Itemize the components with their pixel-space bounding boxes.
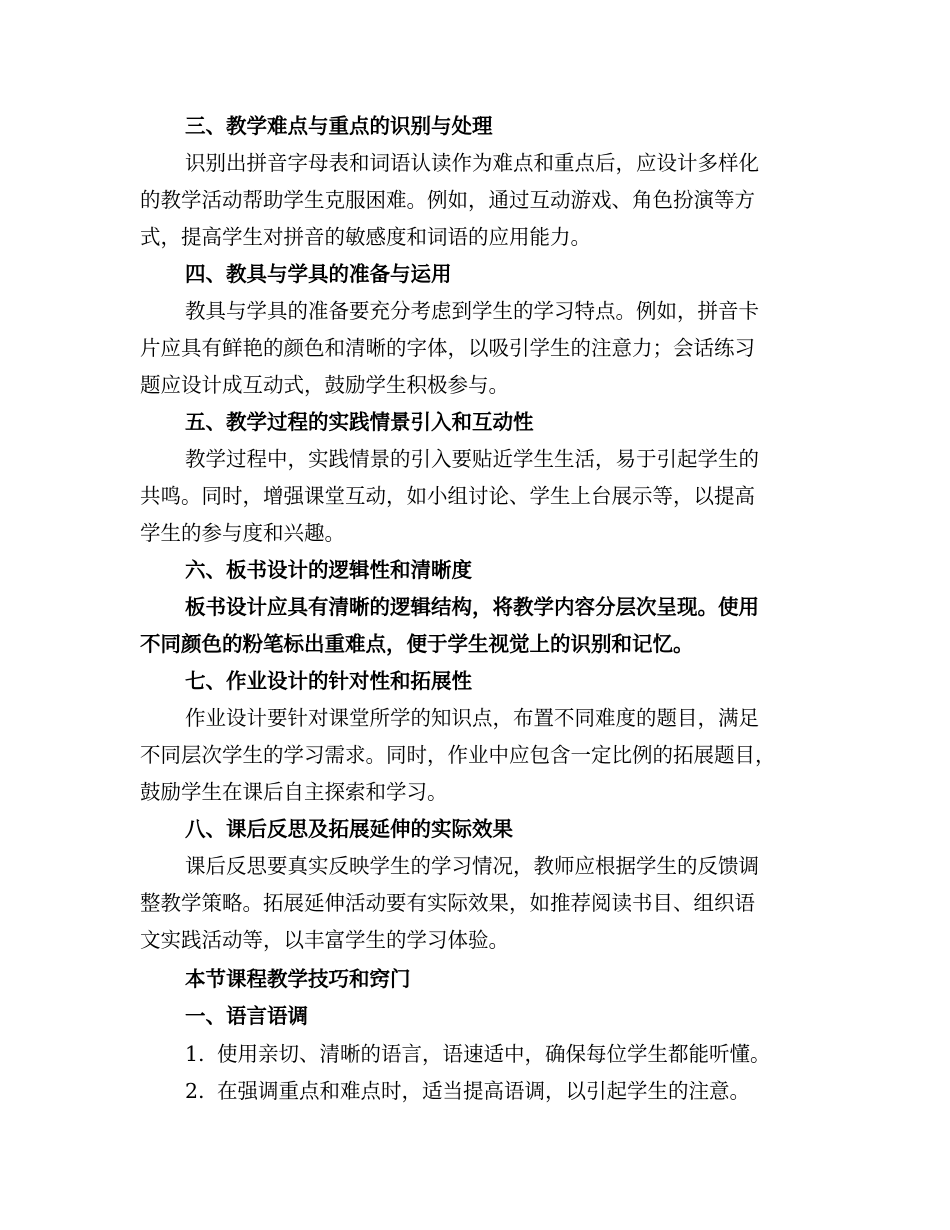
section-heading: 三、教学难点与重点的识别与处理	[185, 114, 493, 138]
paragraph-line: 片应具有鲜艳的颜色和清晰的字体，以吸引学生的注意力；会话练习	[140, 336, 755, 360]
paragraph-line: 题应设计成互动式，鼓励学生积极参与。	[140, 373, 509, 397]
section-heading: 八、课后反思及拓展延伸的实际效果	[185, 817, 513, 841]
paragraph-line: 学生的参与度和兴趣。	[140, 521, 345, 545]
list-number: 2.	[185, 1079, 205, 1103]
paragraph-line: 共鸣。同时，增强课堂互动，如小组讨论、学生上台展示等，以提高	[140, 484, 755, 508]
paragraph-line: 整教学策略。拓展延伸活动要有实际效果，如推荐阅读书目、组织语	[140, 891, 755, 915]
paragraph-line: 文实践活动等，以丰富学生的学习体验。	[140, 928, 509, 952]
paragraph-line: 鼓励学生在课后自主探索和学习。	[140, 780, 448, 804]
part-title: 本节课程教学技巧和窍门	[185, 967, 411, 991]
paragraph-line: 作业设计要针对课堂所学的知识点，布置不同难度的题目，满足	[185, 706, 759, 730]
list-text: 在强调重点和难点时，适当提高语调，以引起学生的注意。	[217, 1079, 750, 1103]
paragraph-line: 教学过程中，实践情景的引入要贴近学生生活，易于引起学生的	[185, 447, 759, 471]
paragraph-line: 课后反思要真实反映学生的学习情况，教师应根据学生的反馈调	[185, 854, 759, 878]
section-heading: 六、板书设计的逻辑性和清晰度	[185, 558, 472, 582]
paragraph-line: 不同颜色的粉笔标出重难点，便于学生视觉上的识别和记忆。	[140, 632, 694, 656]
section-heading: 七、作业设计的针对性和拓展性	[185, 669, 472, 693]
list-item	[185, 1036, 810, 1073]
paragraph-line: 识别出拼音字母表和词语认读作为难点和重点后，应设计多样化	[185, 151, 759, 175]
list-item	[185, 1073, 810, 1110]
paragraph-line: 式，提高学生对拼音的敏感度和词语的应用能力。	[140, 225, 591, 249]
section-heading: 四、教具与学具的准备与运用	[185, 262, 452, 286]
sub-heading: 一、语言语调	[185, 1004, 308, 1028]
paragraph-line: 的教学活动帮助学生克服困难。例如，通过互动游戏、角色扮演等方	[140, 188, 755, 212]
list-text: 使用亲切、清晰的语言，语速适中，确保每位学生都能听懂。	[217, 1042, 771, 1066]
list-number: 1.	[185, 1042, 205, 1066]
paragraph-line: 不同层次学生的学习需求。同时，作业中应包含一定比例的拓展题目，	[140, 743, 776, 767]
paragraph-line: 教具与学具的准备要充分考虑到学生的学习特点。例如，拼音卡	[185, 299, 759, 323]
section-heading: 五、教学过程的实践情景引入和互动性	[185, 410, 534, 434]
paragraph-line: 板书设计应具有清晰的逻辑结构，将教学内容分层次呈现。使用	[185, 595, 759, 619]
